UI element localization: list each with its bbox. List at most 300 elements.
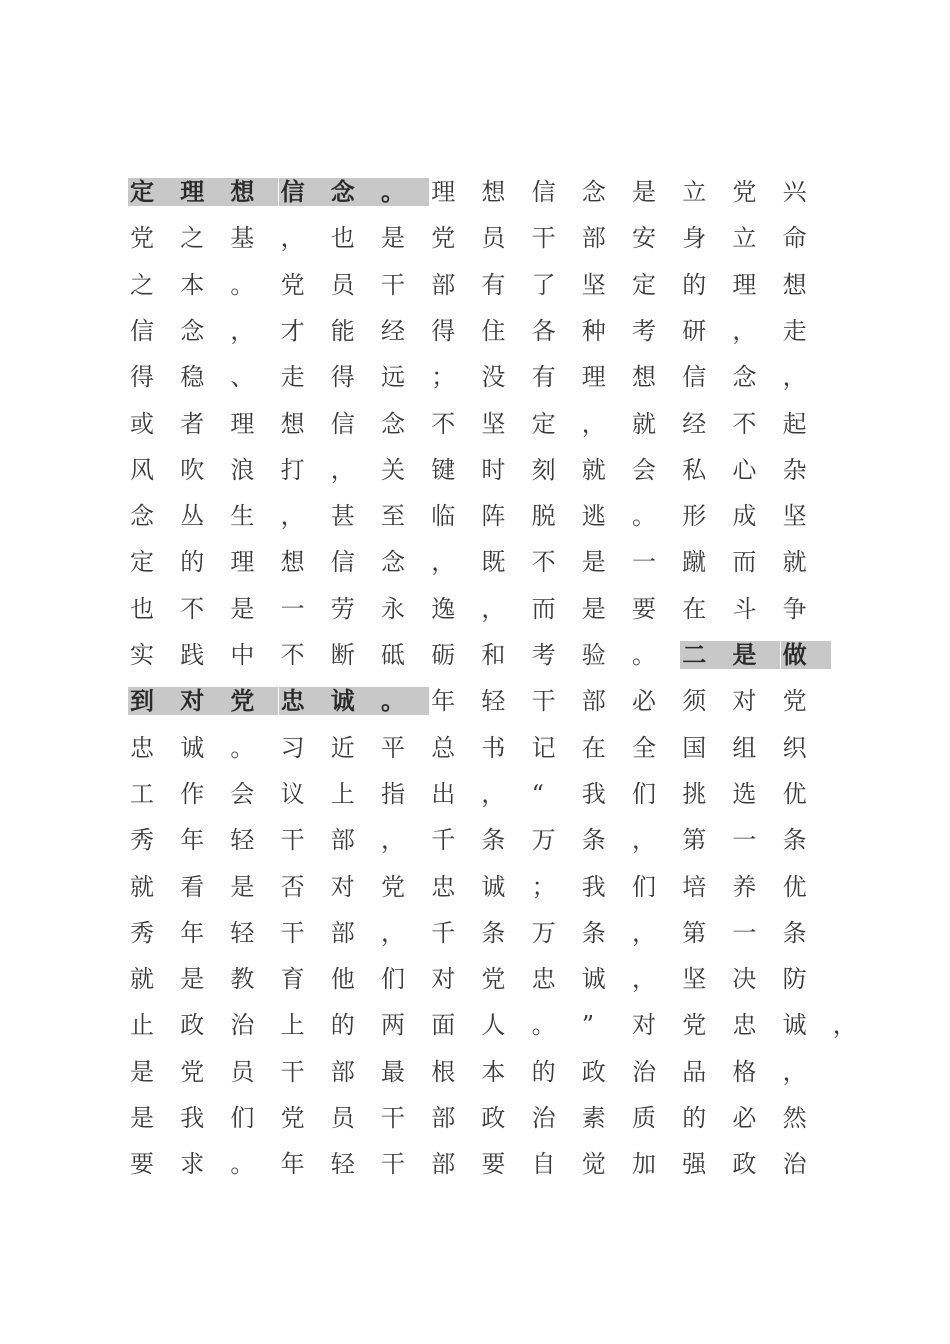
text-char: 们 <box>632 779 656 808</box>
text-char: 必 <box>632 687 656 716</box>
text-char: 本 <box>180 270 205 299</box>
text-char: 在 <box>581 733 606 762</box>
highlighted-char: 党 <box>228 687 278 715</box>
text-char: 员 <box>230 1057 255 1086</box>
text-char: 成 <box>732 502 757 531</box>
text-char: 之 <box>130 270 154 299</box>
text-char: 丛 <box>180 502 205 531</box>
text-char: ， <box>330 455 355 484</box>
text-char: 稳 <box>180 363 205 392</box>
text-char: 面 <box>431 1011 456 1040</box>
text-line <box>128 502 928 530</box>
text-char: 否 <box>280 872 305 901</box>
text-char: 住 <box>481 316 506 345</box>
text-char: ， <box>782 363 807 392</box>
highlighted-char: 信 <box>279 178 329 206</box>
text-char: 信 <box>531 178 556 206</box>
text-char: 是 <box>632 178 656 206</box>
text-char: 干 <box>381 1150 405 1179</box>
text-char: 种 <box>581 316 606 345</box>
text-char: 自 <box>531 1150 556 1179</box>
text-char: 党 <box>481 965 506 994</box>
text-char: 秀 <box>130 826 154 855</box>
text-char: 键 <box>431 455 456 484</box>
text-char: 理 <box>230 409 255 438</box>
text-char: 忠 <box>531 965 556 994</box>
text-char: 千 <box>431 826 456 855</box>
text-char: 上 <box>330 779 355 808</box>
text-line <box>128 271 928 299</box>
highlighted-char: 是 <box>730 641 780 669</box>
text-line <box>128 178 928 206</box>
text-char: 部 <box>330 826 355 855</box>
text-char: 近 <box>330 733 355 762</box>
text-char: 远 <box>381 363 405 392</box>
text-char: 不 <box>732 409 757 438</box>
text-char: 部 <box>581 224 606 253</box>
text-char: 就 <box>130 872 154 901</box>
text-char: 教 <box>230 965 255 994</box>
text-char: 理 <box>431 178 456 206</box>
text-char: 。 <box>230 1150 255 1179</box>
text-char: 我 <box>581 872 606 901</box>
text-char: 砺 <box>431 641 456 669</box>
text-char: 能 <box>330 316 355 345</box>
text-char: ” <box>581 1011 595 1040</box>
text-char: 轻 <box>230 918 255 947</box>
text-char: 年 <box>280 1150 305 1179</box>
text-char: 党 <box>732 178 757 206</box>
text-char: 党 <box>280 270 305 299</box>
text-line <box>128 873 928 901</box>
text-char: 党 <box>431 224 456 253</box>
text-char: 员 <box>481 224 506 253</box>
text-char: 立 <box>732 224 757 253</box>
text-char: 各 <box>531 316 556 345</box>
text-char: 信 <box>130 316 154 345</box>
text-char: 条 <box>581 918 606 947</box>
text-char: ， <box>632 918 656 947</box>
text-char: 定 <box>130 548 154 577</box>
text-char: 防 <box>782 965 807 994</box>
text-char: 轻 <box>481 687 506 716</box>
text-char: 信 <box>330 409 355 438</box>
highlighted-char: 念 <box>329 178 379 206</box>
text-char: 年 <box>180 826 205 855</box>
text-char: 万 <box>531 826 556 855</box>
text-char: 践 <box>180 641 205 669</box>
text-char: ， <box>632 826 656 855</box>
text-line <box>128 363 928 391</box>
text-char: 我 <box>581 779 606 808</box>
text-char: 基 <box>230 224 255 253</box>
text-char: 优 <box>782 872 807 901</box>
text-char: 一 <box>732 918 757 947</box>
text-char: 念 <box>180 316 205 345</box>
text-char: 的 <box>180 548 205 577</box>
text-char: 年 <box>180 918 205 947</box>
text-char: 的 <box>531 1057 556 1086</box>
text-char: 年 <box>431 687 456 716</box>
text-line <box>128 780 928 808</box>
text-char: 坚 <box>481 409 506 438</box>
text-char: 没 <box>481 363 506 392</box>
text-line <box>128 456 928 484</box>
text-char: 坚 <box>782 502 807 531</box>
text-char: 是 <box>381 224 405 253</box>
text-char: 工 <box>130 779 154 808</box>
text-char: 念 <box>381 548 405 577</box>
text-char: ， <box>832 1011 857 1040</box>
text-char: 干 <box>381 270 405 299</box>
text-char: 们 <box>381 965 405 994</box>
text-char: 想 <box>280 409 305 438</box>
text-char: 争 <box>782 594 807 623</box>
text-char: 们 <box>632 872 656 901</box>
text-char: 条 <box>481 918 506 947</box>
text-char: 立 <box>682 178 707 206</box>
text-char: 诚 <box>481 872 506 901</box>
text-char: 干 <box>280 826 305 855</box>
text-char: 定 <box>531 409 556 438</box>
text-char: 想 <box>632 363 656 392</box>
text-char: 两 <box>381 1011 405 1040</box>
text-char: 身 <box>682 224 707 253</box>
text-char: 要 <box>632 594 656 623</box>
text-char: 者 <box>180 409 205 438</box>
text-char: 而 <box>732 548 757 577</box>
text-char: 要 <box>481 1150 506 1179</box>
text-char: 员 <box>330 1104 355 1132</box>
text-char: 轻 <box>330 1150 355 1179</box>
text-char: 和 <box>481 641 506 669</box>
text-char: 强 <box>682 1150 707 1179</box>
text-char: 总 <box>431 733 456 762</box>
text-char: 走 <box>782 316 807 345</box>
text-char: 有 <box>531 363 556 392</box>
text-char: 有 <box>481 270 506 299</box>
text-char: 。 <box>632 641 656 669</box>
text-char: 刻 <box>531 455 556 484</box>
text-char: 会 <box>632 455 656 484</box>
text-char: 干 <box>531 224 556 253</box>
highlighted-char: 。 <box>379 178 429 206</box>
text-char: 格 <box>732 1057 757 1086</box>
text-line <box>128 687 928 715</box>
text-char: 要 <box>130 1150 154 1179</box>
text-char: 加 <box>632 1150 656 1179</box>
text-char: 全 <box>632 733 656 762</box>
text-char: 在 <box>682 594 707 623</box>
text-char: 忠 <box>431 872 456 901</box>
text-char: 第 <box>682 918 707 947</box>
text-char: 永 <box>381 594 405 623</box>
text-char: 质 <box>632 1104 656 1132</box>
text-char: 人 <box>481 1011 506 1040</box>
text-char: 诚 <box>782 1011 807 1040</box>
text-char: 想 <box>782 270 807 299</box>
text-char: 干 <box>381 1104 405 1132</box>
text-char: 培 <box>682 872 707 901</box>
text-char: ， <box>632 965 656 994</box>
text-char: 是 <box>130 1104 154 1132</box>
text-char: 组 <box>732 733 757 762</box>
text-line <box>128 965 928 993</box>
text-char: 也 <box>130 594 154 623</box>
text-char: 劳 <box>330 594 355 623</box>
text-char: 私 <box>682 455 707 484</box>
text-char: 斗 <box>732 594 757 623</box>
text-char: 兴 <box>782 178 807 206</box>
text-char: 们 <box>230 1104 255 1132</box>
text-char: 断 <box>330 641 355 669</box>
text-line <box>128 1058 928 1086</box>
text-char: 书 <box>481 733 506 762</box>
text-char: 定 <box>632 270 656 299</box>
text-char: ； <box>531 872 556 901</box>
text-char: ， <box>230 316 255 345</box>
text-char: 对 <box>732 687 757 716</box>
text-char: 党 <box>280 1104 305 1132</box>
text-line <box>128 1150 928 1178</box>
highlighted-char: 想 <box>228 178 278 206</box>
text-char: 安 <box>632 224 656 253</box>
text-char: 我 <box>180 1104 205 1132</box>
text-char: 是 <box>581 594 606 623</box>
text-char: 部 <box>330 1057 355 1086</box>
text-char: 求 <box>180 1150 205 1179</box>
text-char: 心 <box>732 455 757 484</box>
text-char: ； <box>431 363 456 392</box>
text-line <box>128 317 928 345</box>
text-line <box>128 410 928 438</box>
text-char: 时 <box>481 455 506 484</box>
text-char: 关 <box>381 455 405 484</box>
text-char: 考 <box>531 641 556 669</box>
text-char: 临 <box>431 502 456 531</box>
text-char: 秀 <box>130 918 154 947</box>
text-char: 走 <box>280 363 305 392</box>
text-char: 不 <box>531 548 556 577</box>
text-char: 平 <box>381 733 405 762</box>
text-char: 干 <box>531 687 556 716</box>
text-char: 念 <box>381 409 405 438</box>
text-char: 不 <box>280 641 305 669</box>
text-char: 会 <box>230 779 255 808</box>
text-char: 决 <box>732 965 757 994</box>
text-char: 浪 <box>230 455 255 484</box>
text-char: 中 <box>230 641 255 669</box>
text-char: 既 <box>481 548 506 577</box>
text-char: 出 <box>431 779 456 808</box>
text-char: 治 <box>782 1150 807 1179</box>
text-char: 。 <box>531 1011 556 1040</box>
text-char: 他 <box>330 965 355 994</box>
text-char: ， <box>481 594 506 623</box>
text-char: 形 <box>682 502 707 531</box>
text-char: 验 <box>581 641 606 669</box>
text-char: 是 <box>581 548 606 577</box>
text-char: 对 <box>431 965 456 994</box>
text-char: 不 <box>180 594 205 623</box>
text-char: 轻 <box>230 826 255 855</box>
text-char: 千 <box>431 918 456 947</box>
text-char: 坚 <box>581 270 606 299</box>
text-line <box>128 595 928 623</box>
text-char: 就 <box>632 409 656 438</box>
text-char: 就 <box>782 548 807 577</box>
text-char: 是 <box>180 965 205 994</box>
text-char: ， <box>782 1057 807 1086</box>
text-char: 至 <box>381 502 405 531</box>
text-char: 坚 <box>682 965 707 994</box>
text-char: 念 <box>581 178 606 206</box>
text-char: ， <box>280 502 305 531</box>
text-char: 党 <box>381 872 405 901</box>
text-char: 一 <box>280 594 305 623</box>
text-char: 政 <box>481 1104 506 1132</box>
text-char: 想 <box>481 178 506 206</box>
text-line <box>128 1011 928 1039</box>
text-char: 得 <box>130 363 154 392</box>
text-char: 理 <box>581 363 606 392</box>
text-char: 本 <box>481 1057 506 1086</box>
text-char: 风 <box>130 455 154 484</box>
text-char: 部 <box>431 1104 456 1132</box>
highlighted-char: 定 <box>128 178 178 206</box>
text-char: 治 <box>632 1057 656 1086</box>
text-char: 万 <box>531 918 556 947</box>
text-char: 看 <box>180 872 205 901</box>
text-char: 治 <box>230 1011 255 1040</box>
text-char: 对 <box>330 872 355 901</box>
text-char: 的 <box>682 270 707 299</box>
text-char: 根 <box>431 1057 456 1086</box>
text-char: 干 <box>280 918 305 947</box>
text-char: 习 <box>280 733 305 762</box>
text-char: 觉 <box>581 1150 606 1179</box>
text-char: 部 <box>431 1150 456 1179</box>
text-char: ， <box>481 779 506 808</box>
text-char: 也 <box>330 224 355 253</box>
text-line <box>128 734 928 762</box>
text-char: 作 <box>180 779 205 808</box>
text-char: 吹 <box>180 455 205 484</box>
highlighted-char: 理 <box>178 178 228 206</box>
highlighted-char: 。 <box>379 687 429 715</box>
text-char: 念 <box>732 363 757 392</box>
text-char: 忠 <box>130 733 154 762</box>
text-char: 得 <box>330 363 355 392</box>
text-char: 是 <box>130 1057 154 1086</box>
text-char: ， <box>381 826 405 855</box>
text-char: 信 <box>682 363 707 392</box>
text-char: 生 <box>230 502 255 531</box>
text-char: 国 <box>682 733 707 762</box>
text-char: 考 <box>632 316 656 345</box>
text-char: 或 <box>130 409 154 438</box>
text-char: 一 <box>632 548 656 577</box>
text-char: 了 <box>531 270 556 299</box>
text-char: 第 <box>682 826 707 855</box>
text-char: 理 <box>230 548 255 577</box>
text-char: 之 <box>180 224 205 253</box>
text-char: 而 <box>531 594 556 623</box>
text-char: 党 <box>130 224 154 253</box>
text-char: 员 <box>330 270 355 299</box>
text-char: 织 <box>782 733 807 762</box>
text-char: 逸 <box>431 594 456 623</box>
text-char: 得 <box>431 316 456 345</box>
text-char: 条 <box>782 826 807 855</box>
text-char: 研 <box>682 316 707 345</box>
text-char: 一 <box>732 826 757 855</box>
highlighted-char: 做 <box>781 641 831 669</box>
text-char: 必 <box>732 1104 757 1132</box>
text-char: 议 <box>280 779 305 808</box>
text-char: 上 <box>280 1011 305 1040</box>
text-char: 是 <box>230 872 255 901</box>
text-char: 打 <box>280 455 305 484</box>
text-char: 育 <box>280 965 305 994</box>
text-char: 阵 <box>481 502 506 531</box>
text-char: 品 <box>682 1057 707 1086</box>
text-char: 就 <box>130 965 154 994</box>
text-char: 条 <box>782 918 807 947</box>
text-char: 党 <box>782 687 807 716</box>
text-char: 最 <box>381 1057 405 1086</box>
text-char: 条 <box>481 826 506 855</box>
text-char: 蹴 <box>682 548 707 577</box>
text-char: 政 <box>581 1057 606 1086</box>
highlighted-char: 对 <box>178 687 228 715</box>
text-char: 脱 <box>531 502 556 531</box>
text-char: 。 <box>230 733 255 762</box>
text-char: 挑 <box>682 779 707 808</box>
text-char: 砥 <box>381 641 405 669</box>
text-char: 就 <box>581 455 606 484</box>
text-char: ， <box>431 548 456 577</box>
text-char: “ <box>531 779 544 808</box>
text-line <box>128 919 928 947</box>
text-char: 诚 <box>581 965 606 994</box>
text-char: 指 <box>381 779 405 808</box>
text-char: ， <box>381 918 405 947</box>
text-char: 理 <box>732 270 757 299</box>
text-char: 的 <box>330 1011 355 1040</box>
text-char: 部 <box>431 270 456 299</box>
text-char: 养 <box>732 872 757 901</box>
text-char: 经 <box>381 316 405 345</box>
text-char: 信 <box>330 548 355 577</box>
text-char: 。 <box>632 502 656 531</box>
text-char: 政 <box>732 1150 757 1179</box>
text-char: 对 <box>632 1011 656 1040</box>
text-char: 、 <box>230 363 255 392</box>
text-char: 条 <box>581 826 606 855</box>
text-char: 干 <box>280 1057 305 1086</box>
text-char: 记 <box>531 733 556 762</box>
text-char: 素 <box>581 1104 606 1132</box>
text-char: 选 <box>732 779 757 808</box>
highlighted-char: 到 <box>128 687 178 715</box>
text-char: 是 <box>230 594 255 623</box>
text-char: ， <box>280 224 305 253</box>
text-char: 实 <box>130 641 154 669</box>
text-char: 逃 <box>581 502 606 531</box>
text-char: 。 <box>230 270 255 299</box>
text-char: 甚 <box>330 502 355 531</box>
